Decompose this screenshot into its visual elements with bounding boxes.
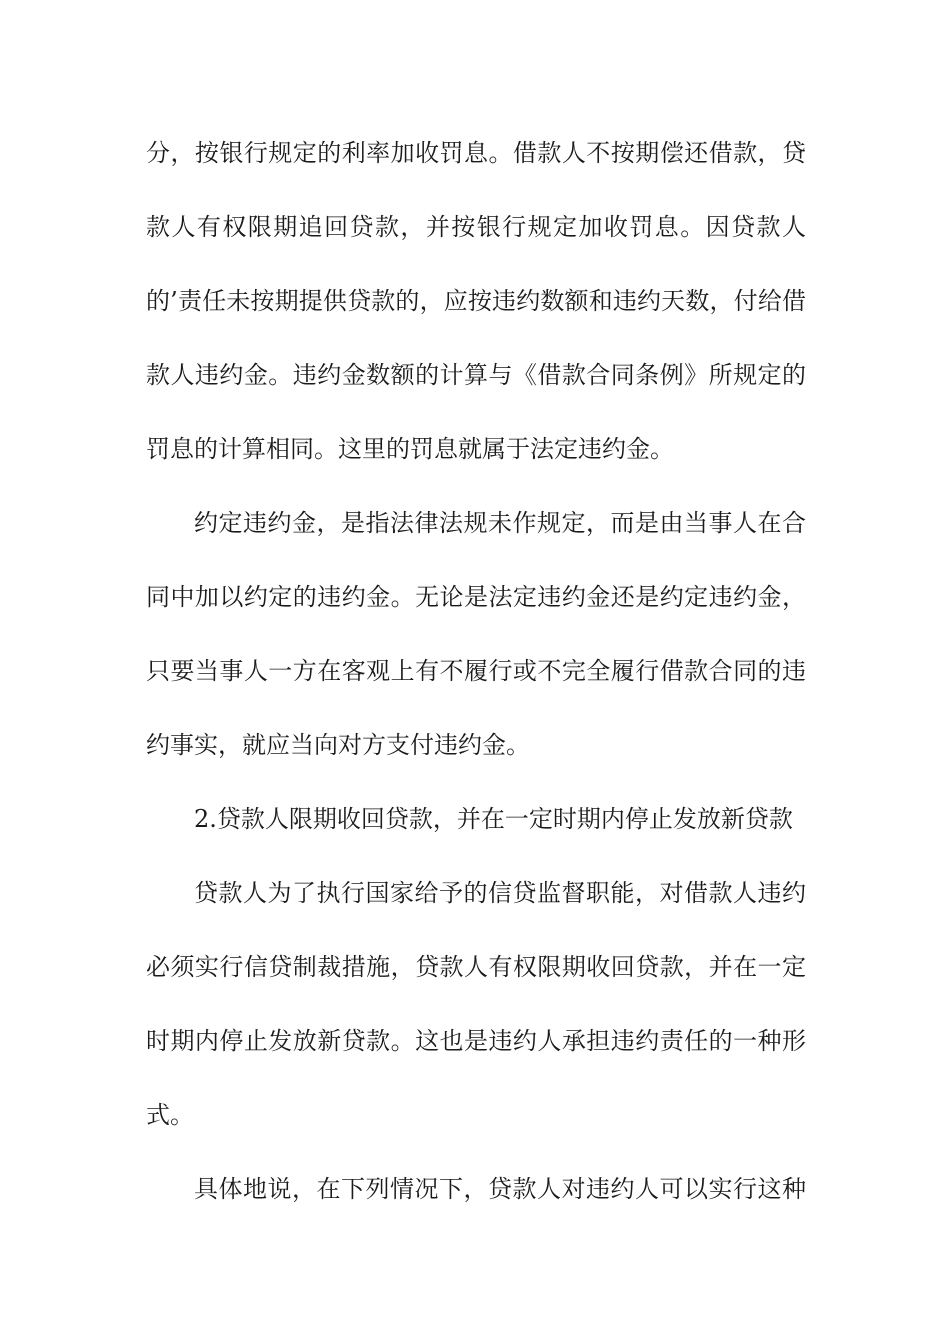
text-line: 分，按银行规定的利率加收罚息。借款人不按期偿还借款，贷 <box>146 139 806 167</box>
paragraph-first-line: 贷款人为了执行国家给予的信贷监督职能，对借款人违约 <box>194 879 806 907</box>
text-line: 的’责任未按期提供贷款的，应按违约数额和违约天数，付给借 <box>146 287 806 315</box>
text-line: 款人有权限期追回贷款，并按银行规定加收罚息。因贷款人 <box>146 213 806 241</box>
paragraph-first-line: 约定违约金，是指法律法规未作规定，而是由当事人在合 <box>194 509 806 537</box>
text-line: 约事实，就应当向对方支付违约金。 <box>146 731 530 759</box>
text-line: 时期内停止发放新贷款。这也是违约人承担违约责任的一种形 <box>146 1027 806 1055</box>
text-line: 罚息的计算相同。这里的罚息就属于法定违约金。 <box>146 435 674 463</box>
text-line: 同中加以约定的违约金。无论是法定违约金还是约定违约金， <box>146 583 806 611</box>
text-line: 只要当事人一方在客观上有不履行或不完全履行借款合同的违 <box>146 657 806 685</box>
text-line: 必须实行信贷制裁措施，贷款人有权限期收回贷款，并在一定 <box>146 953 806 981</box>
text-line: 式。 <box>146 1101 194 1129</box>
section-heading: 2.贷款人限期收回贷款，并在一定时期内停止发放新贷款 <box>194 805 793 833</box>
paragraph-first-line: 具体地说，在下列情况下，贷款人对违约人可以实行这种 <box>194 1175 806 1203</box>
text-line: 款人违约金。违约金数额的计算与《借款合同条例》所规定的 <box>146 361 806 389</box>
